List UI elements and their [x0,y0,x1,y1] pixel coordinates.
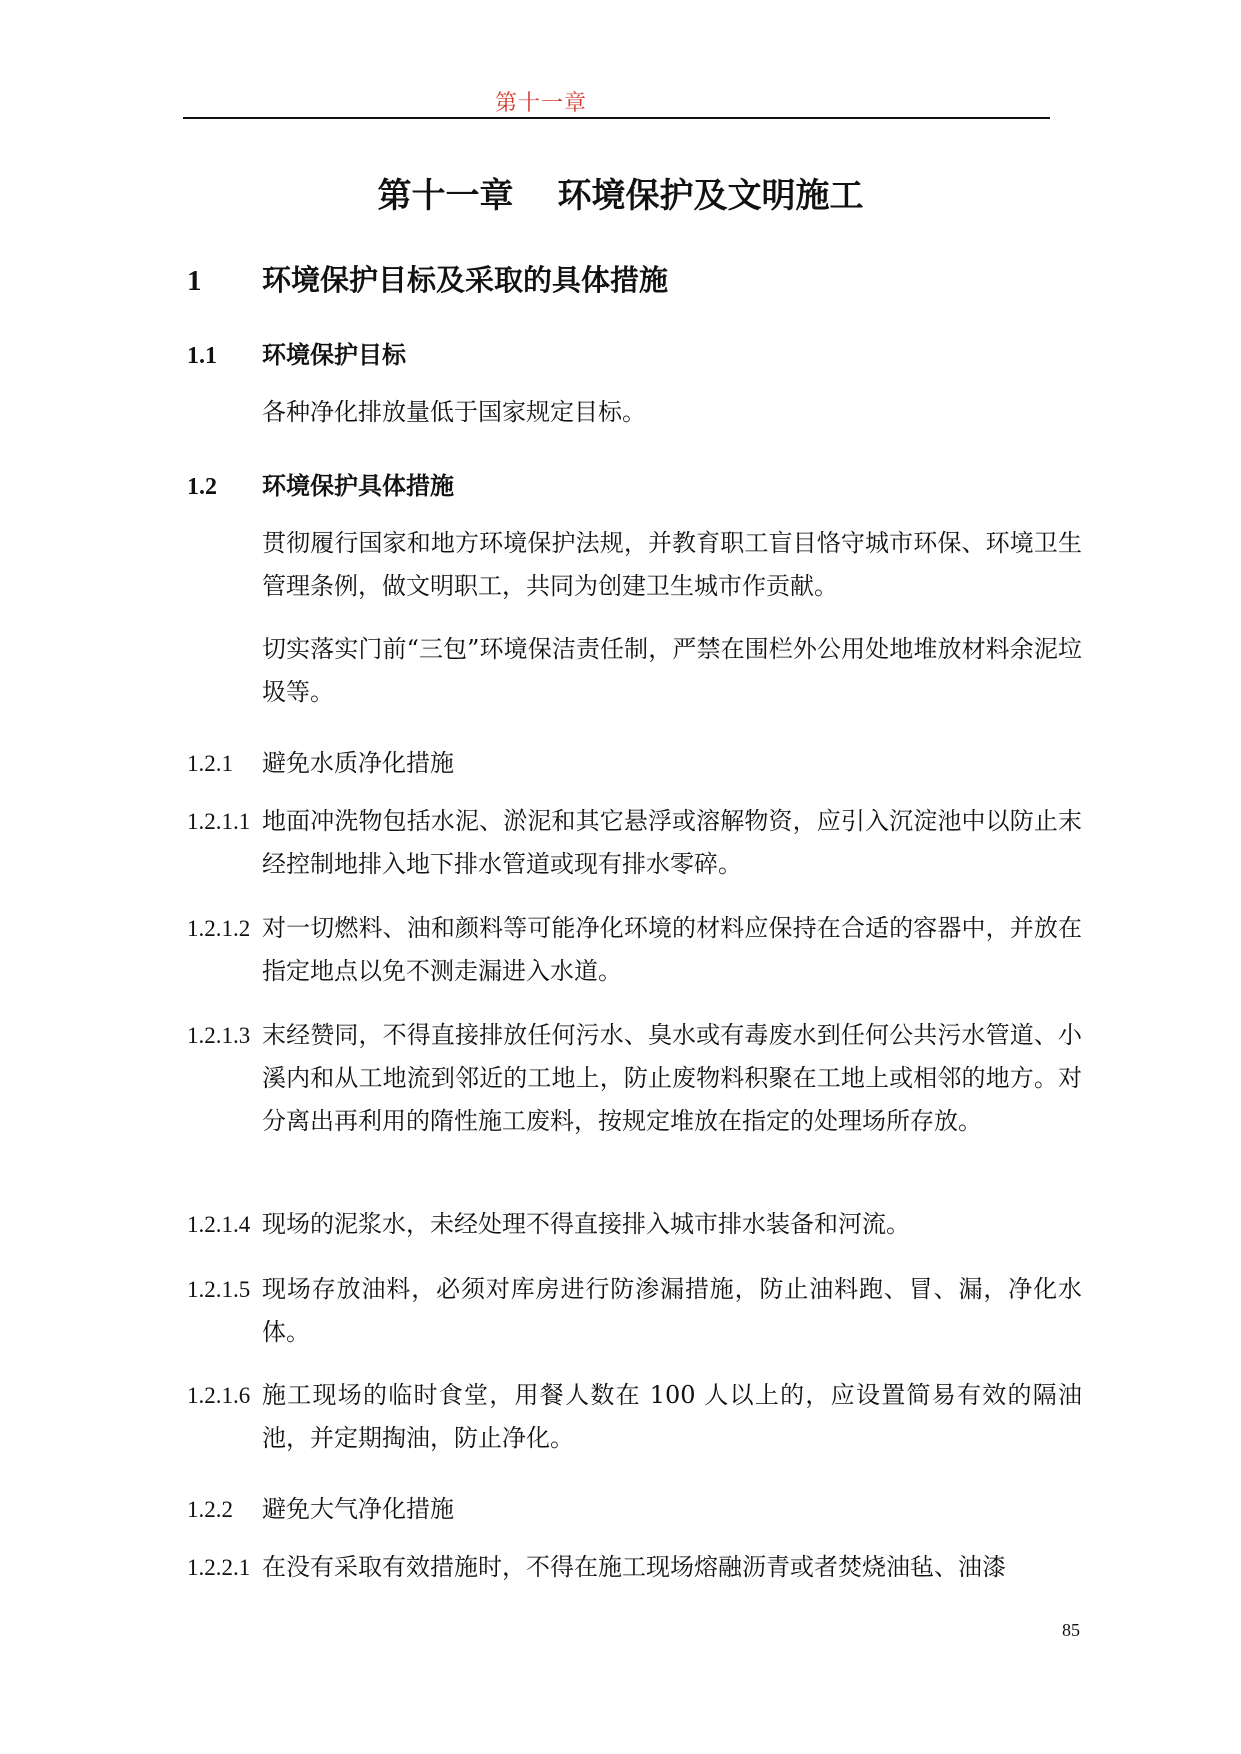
item-text: 现场存放油料，必须对库房进行防渗漏措施，防止油料跑、冒、漏，净化水体。 [262,1275,1082,1346]
item-text: 地面冲洗物包括水泥、淤泥和其它悬浮或溶解物资，应引入沉淀池中以防止末经控制地排入地下排水管道或现有排水零碎。 [262,807,1082,878]
item-number: 1.2.1.3 [187,1023,251,1048]
paragraph: 各种净化排放量低于国家规定目标。 [262,398,646,426]
section-heading-1 [187,258,668,299]
item-number: 1.2.1.6 [187,1383,251,1408]
subsection-heading-1-2-1 [187,743,454,778]
list-item [187,1203,1082,1246]
item-number: 1.2.1.1 [187,809,251,834]
section-title: 环境保护目标 [262,341,406,369]
section-title: 环境保护目标及采取的具体措施 [262,263,669,297]
list-item [187,1546,1082,1589]
subsection-title: 避免大气净化措施 [262,1495,454,1523]
header-rule [183,117,1050,119]
section-number: 1.2 [187,474,217,500]
item-text: 施工现场的临时食堂，用餐人数在 100 人以上的，应设置简易有效的隔油池，并定期掏油，防止净化。 [262,1381,1082,1452]
section-number: 1 [187,265,202,297]
list-item [187,907,1082,993]
paragraph: 切实落实门前“三包”环境保洁责任制，严禁在围栏外公用处地堆放材料余泥垃圾等。 [262,635,1082,706]
list-item [187,1014,1082,1143]
subsection-heading-1-2-2 [187,1489,454,1524]
running-header: 第十一章 [495,91,588,116]
list-item [187,1268,1082,1354]
subsection-number: 1.2.1 [187,751,233,776]
list-item [187,800,1082,886]
item-text: 在没有采取有效措施时，不得在施工现场熔融沥青或者焚烧油毡、油漆 [262,1553,1006,1581]
page-number: 85 [1062,1620,1080,1640]
item-number: 1.2.1.2 [187,916,251,941]
chapter-title-text: 环境保护及文明施工 [557,176,864,216]
item-text: 对一切燃料、油和颜料等可能净化环境的材料应保持在合适的容器中，并放在指定地点以免不测走漏进入水道。 [262,914,1082,985]
section-heading-1-1 [187,335,406,370]
item-text: 末经赞同，不得直接排放任何污水、臭水或有毒废水到任何公共污水管道、小溪内和从工地流到邻近的工地上，防止废物料积聚在工地上或相邻的地方。对分离出再利用的隋性施工废料，按规定堆放在指定的处理场所存放。 [262,1021,1082,1135]
subsection-title: 避免水质净化措施 [262,749,454,777]
section-number: 1.1 [187,343,217,369]
chapter-number: 第十一章 [377,176,514,216]
section-heading-1-2 [187,466,454,501]
chapter-title [0,168,1241,217]
list-item [187,1374,1082,1460]
section-title: 环境保护具体措施 [262,472,454,500]
paragraph: 贯彻履行国家和地方环境保护法规，并教育职工盲目恪守城市环保、环境卫生管理条例，做文明职工，共同为创建卫生城市作贡献。 [262,529,1082,600]
item-number: 1.2.1.4 [187,1212,251,1237]
item-number: 1.2.2.1 [187,1555,251,1580]
item-text: 现场的泥浆水，未经处理不得直接排入城市排水装备和河流。 [262,1210,910,1238]
subsection-number: 1.2.2 [187,1497,233,1522]
item-number: 1.2.1.5 [187,1277,251,1302]
